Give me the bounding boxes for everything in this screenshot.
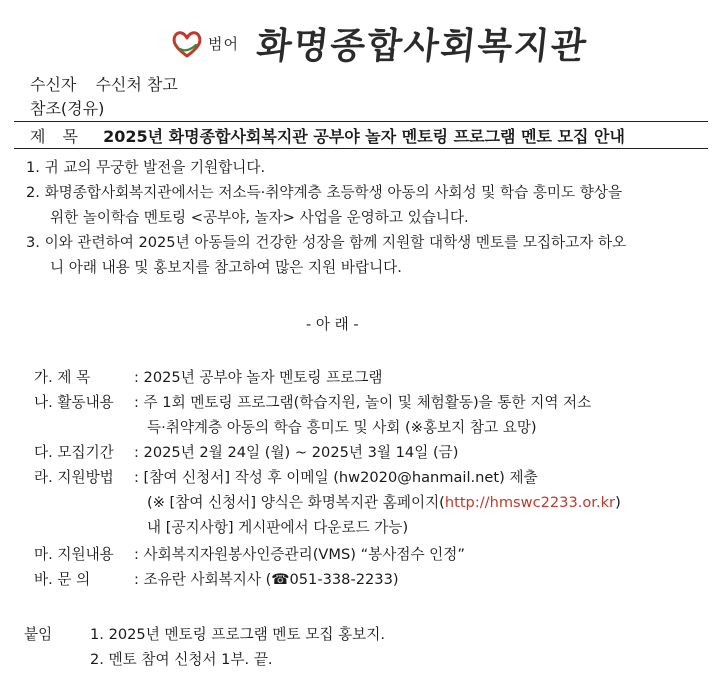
paragraph-2-line-2: 위한 놀이학습 멘토링 <공부야, 놀자> 사업을 운영하고 있습니다. (50, 209, 469, 226)
item-ra-value-3: 내 [공지사항] 게시판에서 다운로드 가능) (147, 519, 409, 536)
paragraph-3-line-1: 이와 관련하여 2025년 아동들의 건강한 성장을 함께 지원할 대학생 멘토를 모집하고자 하오 (44, 234, 627, 251)
item-ga-label: 가. 제 목 (34, 369, 91, 386)
logo-text: 범어 (208, 35, 239, 53)
recipient-line (30, 72, 178, 95)
item-na-value-2: 득·취약계층 아동의 학습 흥미도 및 사회 (※홍보지 참고 요망) (147, 419, 537, 436)
paragraph-3 (26, 231, 626, 252)
subject-label: 제 목 (30, 127, 84, 146)
subject-bottom-divider (14, 148, 708, 149)
attachments-label: 붙임 (24, 626, 53, 643)
recipient-label: 수신자 (30, 75, 77, 94)
subject-line (30, 124, 625, 147)
item-ra-label: 라. 지원방법 (34, 469, 114, 486)
attachment-2: 2. 멘토 참여 신청서 1부. 끝. (90, 651, 273, 668)
item-ga-value: : 2025년 공부야 놀자 멘토링 프로그램 (134, 369, 383, 386)
item-na-label: 나. 활동내용 (34, 394, 114, 411)
item-ra-value-1: : [참여 신청서] 작성 후 이메일 (hw2020@hanmail.net) 제출 (134, 469, 538, 486)
item-na-value-1: : 주 1회 멘토링 프로그램(학습지원, 놀이 및 체험활동)을 통한 지역 저소 (134, 394, 592, 411)
paragraph-2-number: 2. (26, 184, 40, 201)
item-ra-value-2-prefix: (※ [참여 신청서] 양식은 화명복지관 홈페이지( (147, 494, 445, 511)
item-ma-value: : 사회복지자원봉사인증관리(VMS) “봉사점수 인정” (134, 546, 465, 563)
subject-top-divider (14, 121, 708, 122)
paragraph-3-number: 3. (26, 234, 40, 251)
homepage-link[interactable]: http://hmswc2233.or.kr (444, 494, 616, 511)
attachment-1: 1. 2025년 멘토링 프로그램 멘토 모집 홍보지. (90, 626, 386, 643)
heart-logo-icon (170, 29, 204, 59)
item-da-value: : 2025년 2월 24일 (월) ~ 2025년 3월 14일 (금) (134, 444, 459, 461)
item-da-label: 다. 모집기간 (34, 444, 114, 461)
paragraph-1-number: 1. (26, 159, 40, 176)
paragraph-1 (26, 156, 265, 177)
paragraph-3-line-2: 니 아래 내용 및 홍보지를 참고하여 많은 지원 바랍니다. (50, 259, 402, 276)
letterhead-logo (170, 18, 588, 69)
paragraph-2-line-1: 화명종합사회복지관에서는 저소득·취약계층 초등학생 아동의 사회성 및 학습 흥미도 향상을 (44, 184, 623, 201)
organization-name: 화명종합사회복지관 (254, 25, 590, 67)
reference-label: 참조(경유) (30, 99, 105, 118)
subject-text: 2025년 화명종합사회복지관 공부야 놀자 멘토링 프로그램 멘토 모집 안내 (103, 127, 625, 146)
item-ba-value: : 조유란 사회복지사 (☎051-338-2233) (134, 571, 399, 588)
item-ba-label: 바. 문 의 (34, 571, 91, 588)
below-heading: - 아 래 - (306, 316, 359, 333)
item-ma-label: 마. 지원내용 (34, 546, 114, 563)
paragraph-1-text: 귀 교의 무궁한 발전을 기원합니다. (44, 159, 266, 176)
item-ra-value-2 (147, 491, 621, 512)
recipient-value: 수신처 참고 (95, 75, 178, 94)
paragraph-2 (26, 181, 622, 202)
item-ra-value-2-suffix: ) (615, 494, 621, 511)
